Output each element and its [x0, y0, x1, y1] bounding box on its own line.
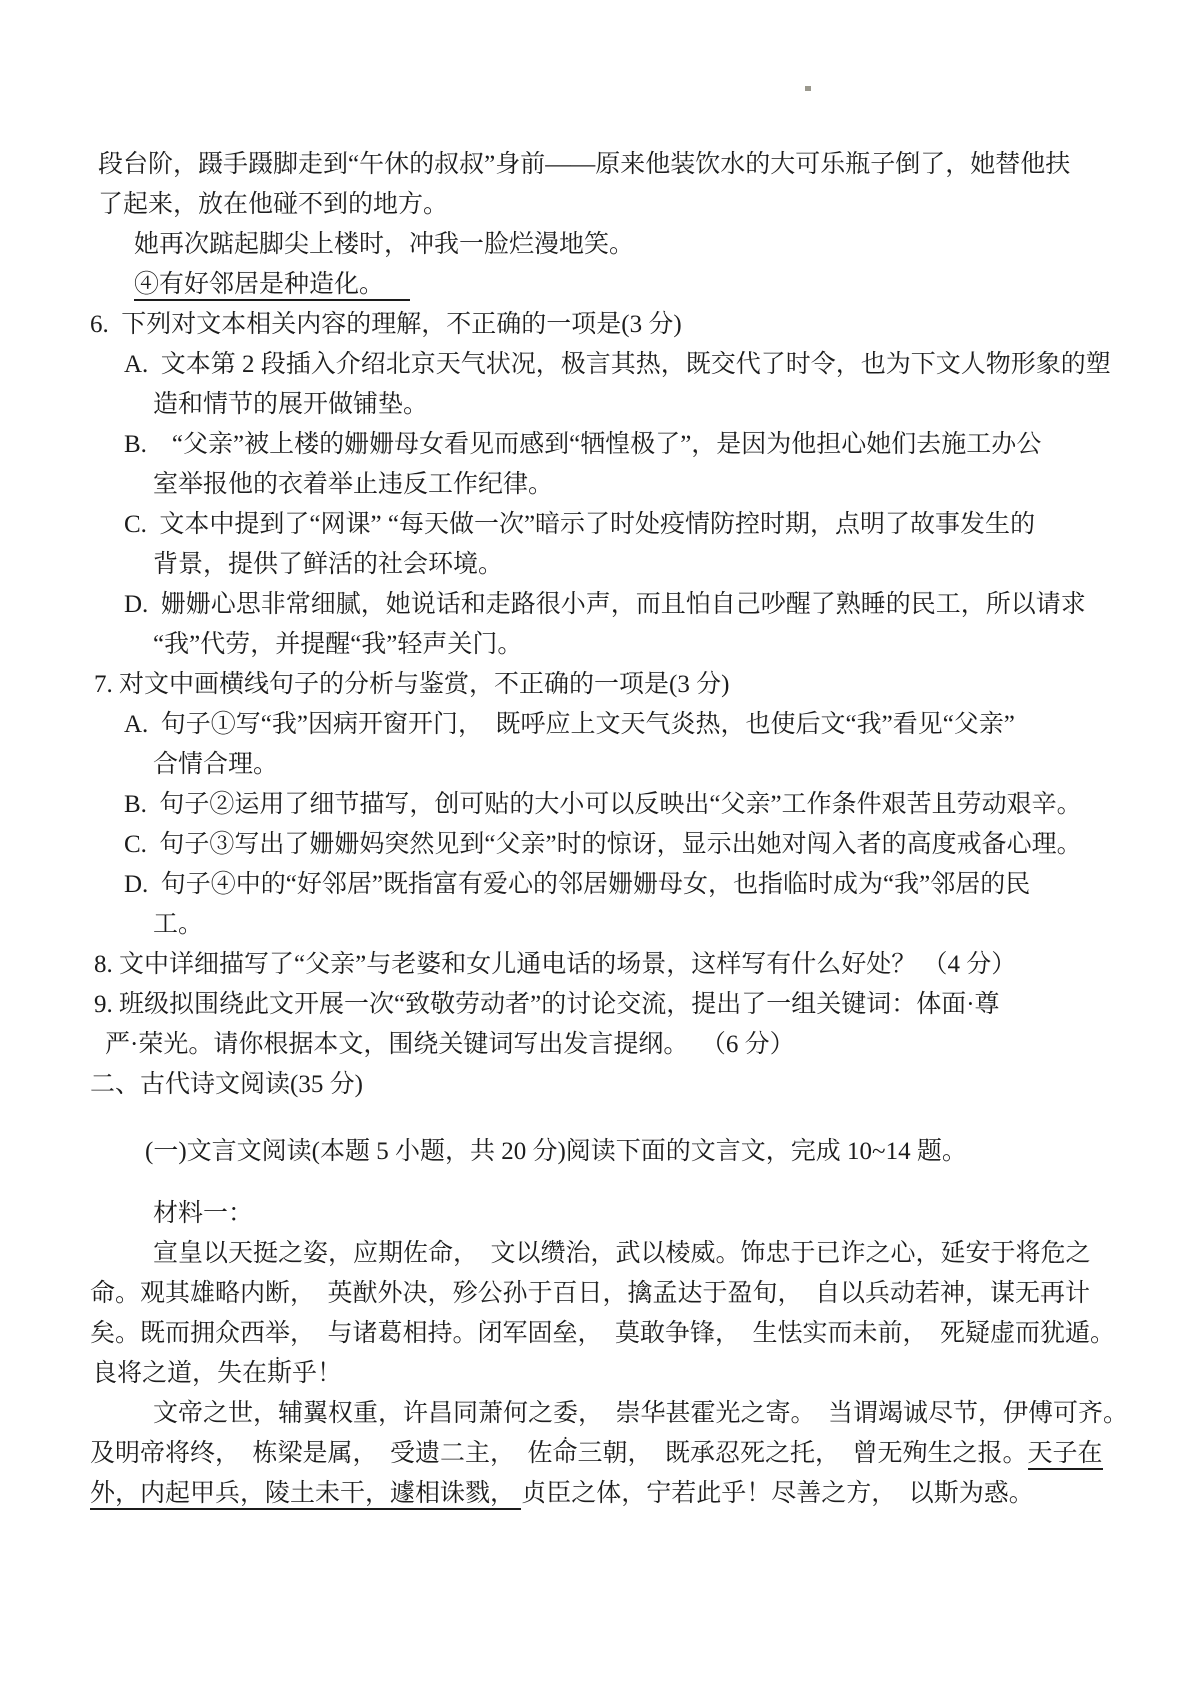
text-segment: 她再次踮起脚尖上楼时，冲我一脸烂漫地笑。 — [134, 231, 635, 258]
question-6-option-b-line-1 — [90, 425, 1150, 465]
text-segment: B. 句子②运用了细节描写，创可贴的大小可以反映出“父亲”工作条件艰苦且劳动艰辛。 — [124, 791, 1082, 818]
material-1-para-1-line-1 — [90, 1234, 1150, 1274]
text-segment: 7. 对文中画横线句子的分析与鉴赏，不正确的一项是(3 分) — [94, 671, 730, 698]
text-segment: C. 文本中提到了“网课” “每天做一次”暗示了时处疫情防控时期，点明了故事发生的 — [124, 511, 1036, 538]
passage-line-1 — [90, 145, 1150, 185]
text-segment: 室举报他的衣着举止违反工作纪律。 — [153, 471, 554, 498]
passage-line-4-underlined-sentence-4 — [90, 265, 1150, 305]
emphasis-dot-char: 委 — [553, 1400, 579, 1427]
text-segment: 合情合理。 — [153, 751, 279, 778]
text-segment: 良将之道，失在斯乎！ — [92, 1360, 343, 1387]
text-segment: 二、古代诗文阅读(35 分) — [90, 1071, 363, 1098]
question-9-line-2 — [90, 1025, 1150, 1065]
material-1-para-1-line-4 — [90, 1354, 1150, 1394]
question-6-option-a-line-1 — [90, 345, 1150, 385]
material-1-para-1-line-3 — [90, 1314, 1150, 1354]
question-7-option-d-line-2 — [90, 905, 1150, 945]
question-7-option-d-line-1 — [90, 865, 1150, 905]
text-segment: 严·荣光。请你根据本文，围绕关键词写出发言提纲。 （6 分） — [105, 1031, 795, 1058]
passage-line-2 — [90, 185, 1150, 225]
document-lines — [90, 145, 1150, 1514]
text-segment: 造和情节的展开做铺垫。 — [153, 391, 429, 418]
text-segment: 背景，提供了鲜活的社会环境。 — [153, 551, 504, 578]
underlined-text: ④有好邻居是种造化。 — [134, 271, 410, 301]
question-7-option-a-line-2 — [90, 745, 1150, 785]
text-segment: 贞臣之体，宁若此乎！尽善之方， 以斯为惑。 — [521, 1480, 1034, 1507]
question-6-option-c-line-1 — [90, 505, 1150, 545]
question-6-option-d-line-2 — [90, 625, 1150, 665]
text-segment: C. 句子③写出了姗姗妈突然见到“父亲”时的惊讶，显示出她对闯入者的高度戒备心理。 — [124, 831, 1082, 858]
text-segment: 了起来，放在他碰不到的地方。 — [98, 191, 449, 218]
text-segment: B. “父亲”被上楼的姗姗母女看见而感到“牺惶极了”，是因为他担心她们去施工办公 — [124, 431, 1042, 458]
section-2-heading — [90, 1065, 1150, 1105]
text-segment: A. 文本第 2 段插入介绍北京天气状况，极言其热，既交代了时令，也为下文人物形象的塑 — [124, 351, 1111, 378]
text-segment: ， 崇华甚霍光之寄。 当谓竭诚尽节，伊傅可齐。 — [578, 1400, 1129, 1427]
text-segment: 及明帝将终， 栋梁是属， 受遗二主， 佐命三朝， 既承忍死之托， 曾无殉生之报。 — [90, 1440, 1028, 1467]
text-segment: 材料一： — [153, 1200, 254, 1227]
question-7-stem — [90, 665, 1150, 705]
text-segment: 文帝之世，辅翼权重，许昌同萧何之 — [153, 1400, 554, 1427]
question-7-option-c — [90, 825, 1150, 865]
underlined-text: 外，内起甲兵，陵土未干，遽相诛戮， — [90, 1480, 521, 1510]
material-1-para-2-line-1 — [90, 1394, 1150, 1434]
question-6-option-c-line-2 — [90, 545, 1150, 585]
material-1-para-1-line-2 — [90, 1274, 1150, 1314]
question-6-option-d-line-1 — [90, 585, 1150, 625]
text-segment: 工。 — [153, 911, 204, 938]
question-6-stem — [90, 305, 1150, 345]
text-segment: 宣皇以天挺之姿，应期佐命， 文以缵治，武以棱威。饰忠于已诈之心，延安于将危之 — [153, 1240, 1091, 1267]
text-segment: 段台阶，蹑手蹑脚走到“午休的叔叔”身前——原来他装饮水的大可乐瓶子倒了，她替他扶 — [98, 151, 1071, 178]
text-segment: A. 句子①写“我”因病开窗开门， 既呼应上文天气炎热，也使后文“我”看见“父亲” — [124, 711, 1015, 738]
underlined-text: 天子在 — [1028, 1440, 1103, 1470]
material-1-label — [90, 1194, 1150, 1234]
text-segment: “我”代劳，并提醒“我”轻声关门。 — [153, 631, 523, 658]
text-segment: 9. 班级拟围绕此文开展一次“致敬劳动者”的讨论交流，提出了一组关键词：体面·尊 — [94, 991, 1000, 1018]
material-1-para-2-line-2 — [90, 1434, 1150, 1474]
passage-line-3 — [90, 225, 1150, 265]
question-6-option-b-line-2 — [90, 465, 1150, 505]
material-1-para-2-line-3 — [90, 1474, 1150, 1514]
text-segment: ， 与诸葛相持。闭军固垒， 莫敢争锋， 生怯实而未前， 死疑虚而犹遁。 — [290, 1320, 1116, 1347]
text-segment: 命。观其雄略内断， 英猷外决，殄公孙于百日，擒孟达于盈旬， 自以兵动若神，谋无再计 — [90, 1280, 1091, 1307]
text-segment: D. 姗姗心思非常细腻，她说话和走路很小声，而且怕自己吵醒了熟睡的民工，所以请求 — [124, 591, 1086, 618]
text-segment: 8. 文中详细描写了“父亲”与老婆和女儿通电话的场景，这样写有什么好处？ （4 分） — [94, 951, 1017, 978]
text-segment: 矣。既而拥众西 — [90, 1320, 266, 1347]
text-segment: D. 句子④中的“好邻居”既指富有爱心的邻居姗姗母女，也指临时成为“我”邻居的民 — [124, 871, 1031, 898]
question-6-option-a-line-2 — [90, 385, 1150, 425]
emphasis-dot-char: 举 — [265, 1320, 291, 1347]
question-7-option-a-line-1 — [90, 705, 1150, 745]
question-9-line-1 — [90, 985, 1150, 1025]
question-8-stem — [90, 945, 1150, 985]
question-7-option-b — [90, 785, 1150, 825]
subsection-1-heading — [90, 1132, 1150, 1172]
text-segment: (一)文言文阅读(本题 5 小题，共 20 分)阅读下面的文言文，完成 10~14 题。 — [145, 1138, 967, 1165]
text-segment: 6. 下列对文本相关内容的理解，不正确的一项是(3 分) — [90, 311, 682, 338]
scan-artifact-speck — [805, 86, 811, 91]
